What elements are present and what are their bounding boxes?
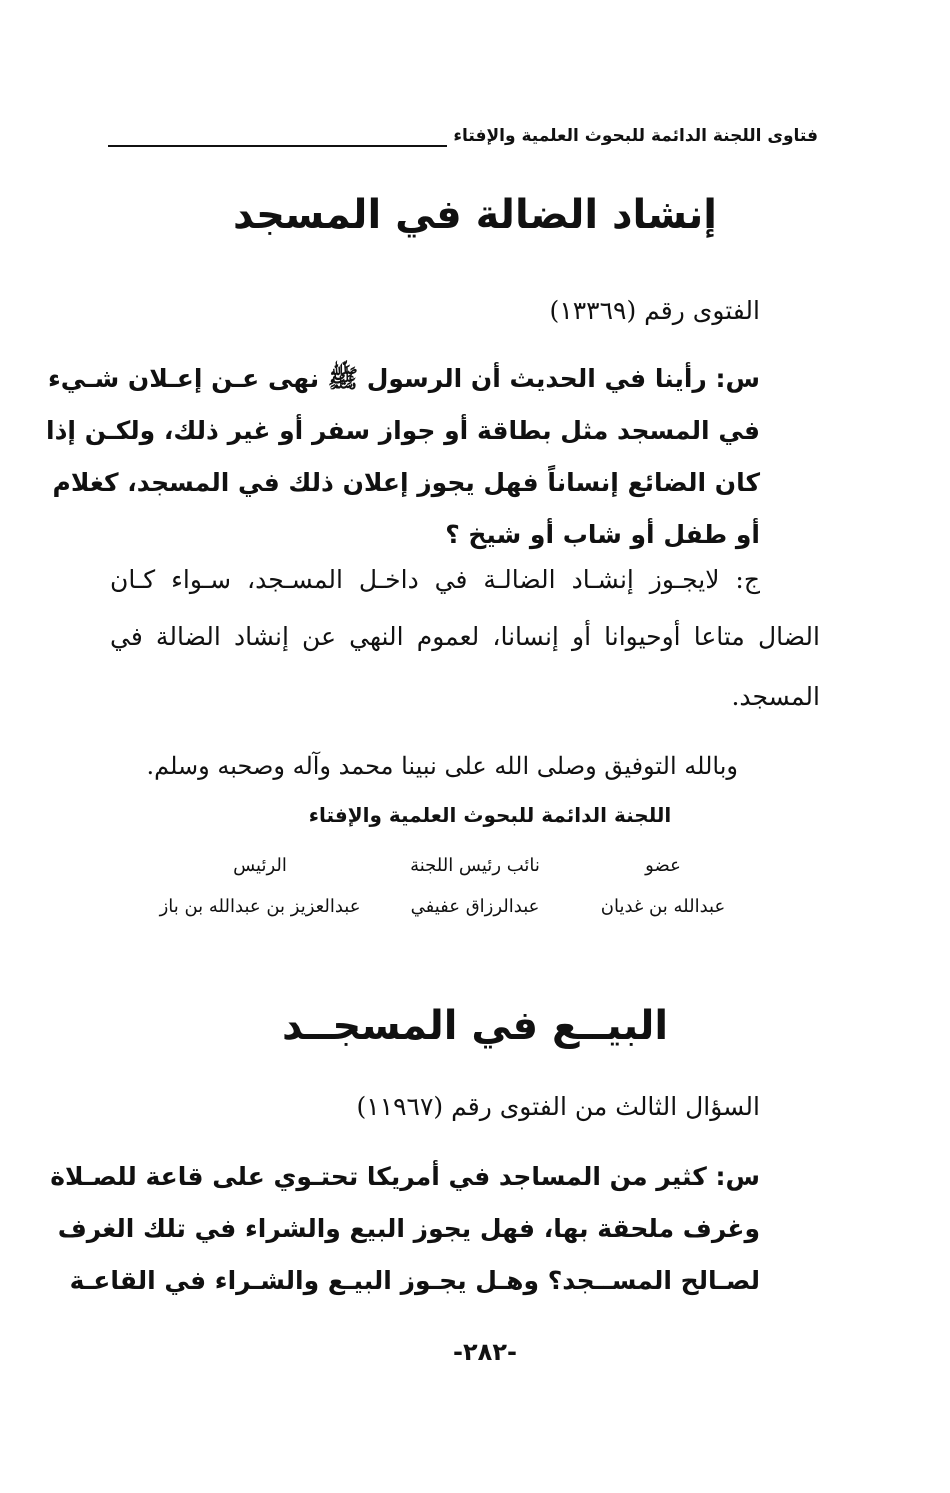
question-block [46,353,760,561]
question-line: وغرف ملحقة بها، فهل يجوز البيع والشراء في تلك الغرف [57,1214,760,1243]
answer-block [110,565,820,735]
signatory-name: عبدالرزاق عفيفي [410,896,540,917]
page-number: -٢٨٢- [453,1338,517,1366]
question-line: في المسجد مثل بطاقة أو جواز سفر أو غير ذلك، ولكـن إذا [46,416,760,445]
signatory-chair [150,852,370,922]
question-line: كان الضائع إنساناً فهل يجوز إعلان ذلك في المسجد، كغلام [52,468,760,497]
closing-formula: وبالله التوفيق وصلى الله على نبينا محمد وآله وصحبه وسلم. [146,752,738,780]
running-head-title: فتاوى اللجنة الدائمة للبحوث العلمية والإفتاء [453,126,818,146]
committee-name: اللجنة الدائمة للبحوث العلمية والإفتاء [308,803,672,827]
signatory-vice-chair [380,852,570,922]
signatory-name: عبدالعزيز بن عبدالله بن باز [159,896,361,917]
question-line: لصـالح المســجد؟ وهـل يجـوز البيـع والشـراء في القاعـة [69,1266,760,1295]
answer-line: الضال متاعا أوحيوانا أو إنسانا، لعموم النهي عن إنشاد الضالة في [110,622,820,651]
fatwa-number: السؤال الثالث من الفتوى رقم (١١٩٦٧) [356,1092,760,1121]
question-line: س: رأينا في الحديث أن الرسول ﷺ نهى عـن إعـلان شـيء [48,364,760,393]
question-line: أو طفل أو شاب أو شيخ ؟ [445,520,760,549]
question-line: س: كثير من المساجد في أمريكا تحتـوي على قاعة للصـلاة [50,1162,760,1191]
signatory-name: عبدالله بن غديان [600,896,726,917]
signatory-role: عضو [645,855,681,876]
answer-line: المسجد. [731,682,820,711]
fatwa-number: الفتوى رقم (١٣٣٦٩) [549,296,760,325]
question-block [50,1151,760,1307]
section-heading-lost-property: إنشاد الضالة في المسجد [232,192,718,238]
section-heading-selling: البيــع في المسجــد [281,1003,669,1049]
signatory-role: نائب رئيس اللجنة [410,855,540,876]
running-head [108,118,818,154]
running-head-rule [108,145,447,147]
signatory-member [588,852,738,922]
signatory-role: الرئيس [233,855,287,876]
answer-line: ج: لايجـوز إنشـاد الضالـة في داخـل المسـجد، سـواء كـان [110,565,760,594]
